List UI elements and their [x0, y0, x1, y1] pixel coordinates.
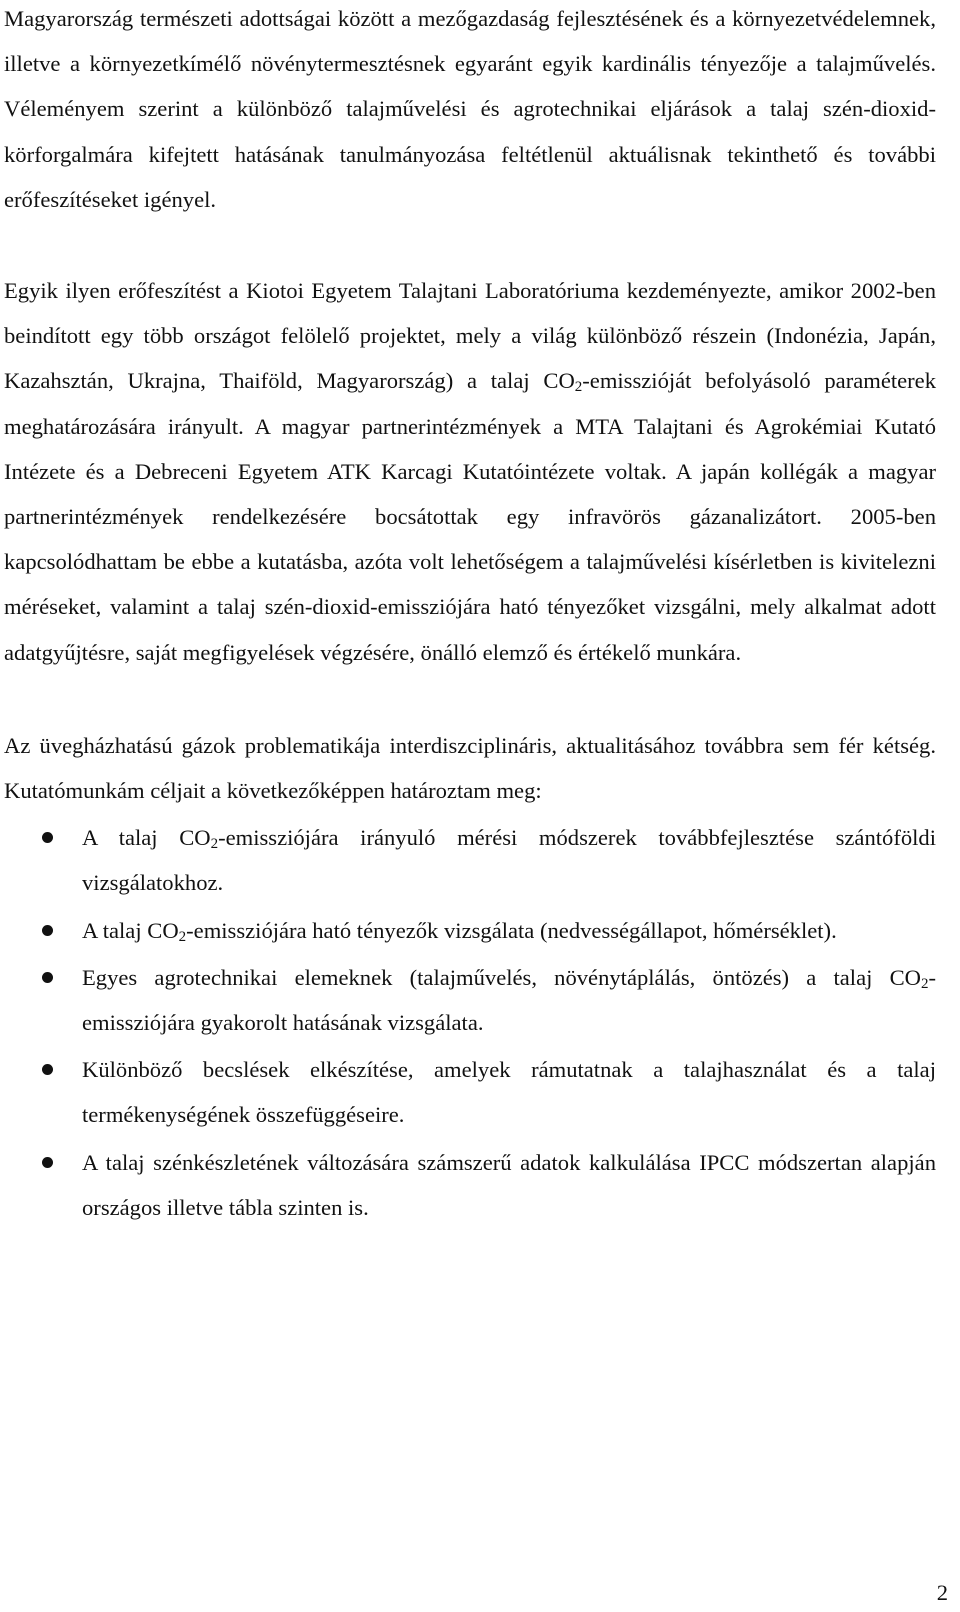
bullet-icon — [42, 832, 53, 843]
bullet-icon — [42, 1157, 53, 1168]
list-item — [4, 955, 936, 1045]
co2-subscript: 2 — [178, 928, 187, 945]
goal-text-b: -emissziójára ható tényezők vizsgálata (nedvességállapot, hőmérséklet). — [186, 917, 837, 943]
paragraph-goals-intro — [4, 723, 936, 813]
bullet-icon — [42, 972, 53, 983]
goal-text-a: Egyes agrotechnikai elemeknek (talajművelés, növénytáplálás, öntözés) a talaj CO — [82, 964, 921, 990]
goals-list — [4, 815, 936, 1230]
paragraph-intro — [4, 0, 936, 222]
list-item — [4, 1140, 936, 1230]
paragraph-goals-intro-text: Az üvegházhatású gázok problematikája interdiszciplináris, aktualitásához továbbra sem fér kétség. Kutatómunkám céljait a következőképpen határoztam meg: — [4, 732, 936, 804]
goal-text-a: A talaj szénkészletének változására számszerű adatok kalkulálása IPCC módszertan alapján országos illetve tábla szinten is. — [82, 1149, 936, 1220]
list-item — [4, 815, 936, 905]
paragraph-intro-text: Magyarország természeti adottságai között a mezőgazdaság fejlesztésének és a környezetvédelemnek, illetve a környezetkímélő növénytermesztésnek egyaránt egyik kardinális tényezője a talajművelés. Véleményem szerint a különböző talajművelési és agrotechnikai eljárások a talaj szén-dioxid-körforgalmára kifejtett hatásának tanulmányozása feltétlenül aktuálisnak tekinthető és további erőfeszítéseket igényel. — [4, 6, 936, 212]
goal-text-a: Különböző becslések elkészítése, amelyek rámutatnak a talajhasználat és a talaj termékenységének összefüggéseire. — [82, 1057, 936, 1128]
bullet-icon — [42, 925, 53, 936]
page-number: 2 — [936, 1580, 948, 1605]
paragraph-project-text-b: -emisszióját befolyásoló paraméterek meghatározására irányult. A magyar partnerintézmények a MTA Talajtani és Agrokémiai Kutató Intézete és a Debreceni Egyetem ATK Karcagi Kutatóintézete voltak. A japán kollégák a magyar partnerintézmények rendelkezésére bocsátottak egy infravörös gázanalizátort. 2005-ben kapcsolódhattam be ebbe a kutatásba, azóta volt lehetőségem a talajművelési kísérletben is kivitelezni méréseket, valamint a talaj szén-dioxid-emissziójára ható tényezőket vizsgálni, mely alkalmat adott adatgyűjtésre, saját megfigyelések végzésére, önálló elemző és értékelő munkára. — [4, 368, 936, 665]
co2-subscript: 2 — [210, 836, 219, 853]
paragraph-project-text-a: Egyik ilyen erőfeszítést a Kiotoi Egyetem Talajtani Laboratóriuma kezdeményezte, amikor 2002-ben beindított egy több országot felölelő projektet, mely a világ különböző részein (Indonézia, Japán, Kazahsztán, Ukrajna, Thaiföld, Magyarország) a talaj CO — [4, 278, 936, 394]
list-item — [4, 908, 936, 953]
co2-subscript: 2 — [574, 379, 583, 396]
bullet-icon — [42, 1064, 53, 1075]
list-item — [4, 1047, 936, 1137]
goal-text-a: A talaj CO — [82, 825, 211, 851]
goal-text-a: A talaj CO — [82, 917, 179, 943]
goal-text-b: -emissziójára gyakorolt hatásának vizsgálata. — [82, 964, 936, 1036]
goal-text-b: -emissziójára irányuló mérési módszerek továbbfejlesztése szántóföldi vizsgálatokhoz. — [82, 825, 936, 896]
paragraph-project — [4, 268, 936, 675]
co2-subscript: 2 — [920, 975, 929, 992]
